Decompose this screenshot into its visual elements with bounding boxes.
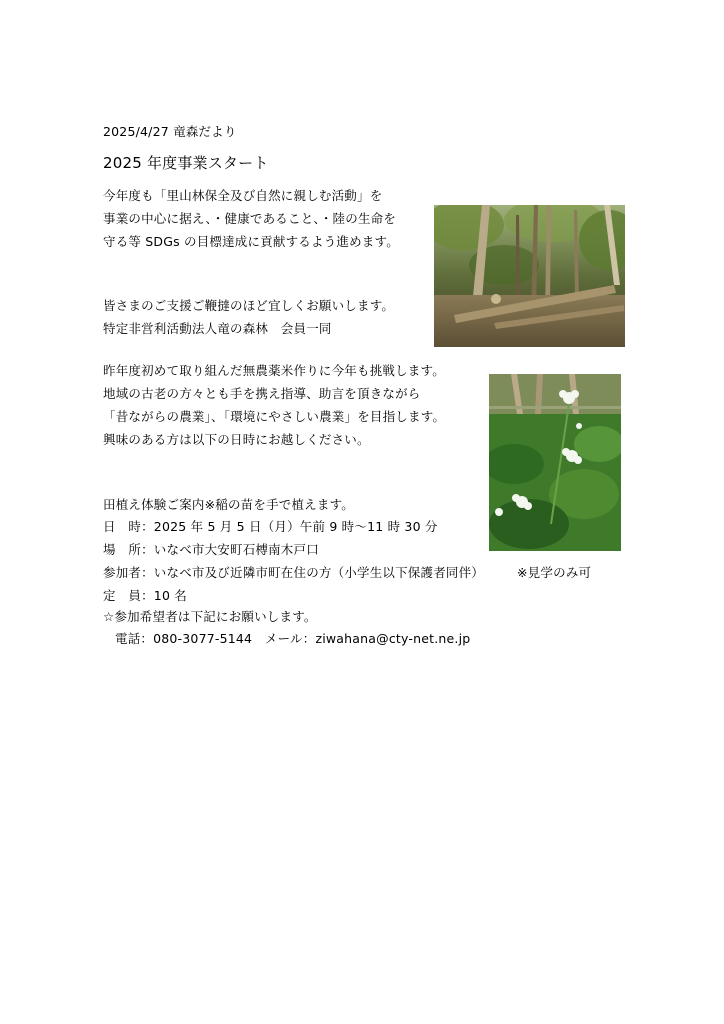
- event-heading: 田植え体験ご案内※稲の苗を手で植えます。: [103, 497, 354, 512]
- rice-line-3: 「昔ながらの農業」、「環境にやさしい農業」を目指します。: [103, 409, 446, 424]
- event-apply: ☆参加希望者は下記にお願いします。: [103, 609, 317, 624]
- rice-line-1: 昨年度初めて取り組んだ無農薬米作りに今年も挑戦します。: [103, 363, 445, 378]
- greeting-line-2: 特定非営利活動法人竜の森林 会員一同: [103, 321, 332, 336]
- event-datetime: 日 時：2025 年 5 月 5 日（月）午前 9 時～11 時 30 分: [103, 519, 438, 534]
- event-capacity: 定 員：10 名: [103, 588, 187, 603]
- event-participants: 参加者：いなべ市及び近隣市町在住の方（小学生以下保護者同伴）: [103, 565, 485, 580]
- rice-line-4: 興味のある方は以下の日時にお越しください。: [103, 432, 370, 447]
- forest-photo: [434, 205, 625, 347]
- event-observe-note: ※見学のみ可: [517, 565, 592, 580]
- event-place: 場 所：いなべ市大安町石榑南木戸口: [103, 542, 319, 557]
- event-contact: 電話：080-3077-5144 メール：ziwahana@cty-net.ne.jp: [115, 631, 471, 646]
- intro-line-2: 事業の中心に据え、・健康であること、・陸の生命を: [103, 211, 397, 226]
- rice-line-2: 地域の古老の方々とも手を携え指導、助言を頂きながら: [103, 386, 421, 401]
- date-line: 2025/4/27 竜森だより: [103, 124, 237, 139]
- page-title: 2025 年度事業スタート: [103, 154, 269, 172]
- flower-photo: [489, 374, 621, 551]
- greeting-line-1: 皆さまのご支援ご鞭撻のほど宜しくお願いします。: [103, 298, 395, 313]
- intro-line-3: 守る等 SDGs の目標達成に貢献するよう進めます。: [103, 234, 399, 249]
- intro-line-1: 今年度も「里山林保全及び自然に親しむ活動」を: [103, 188, 383, 203]
